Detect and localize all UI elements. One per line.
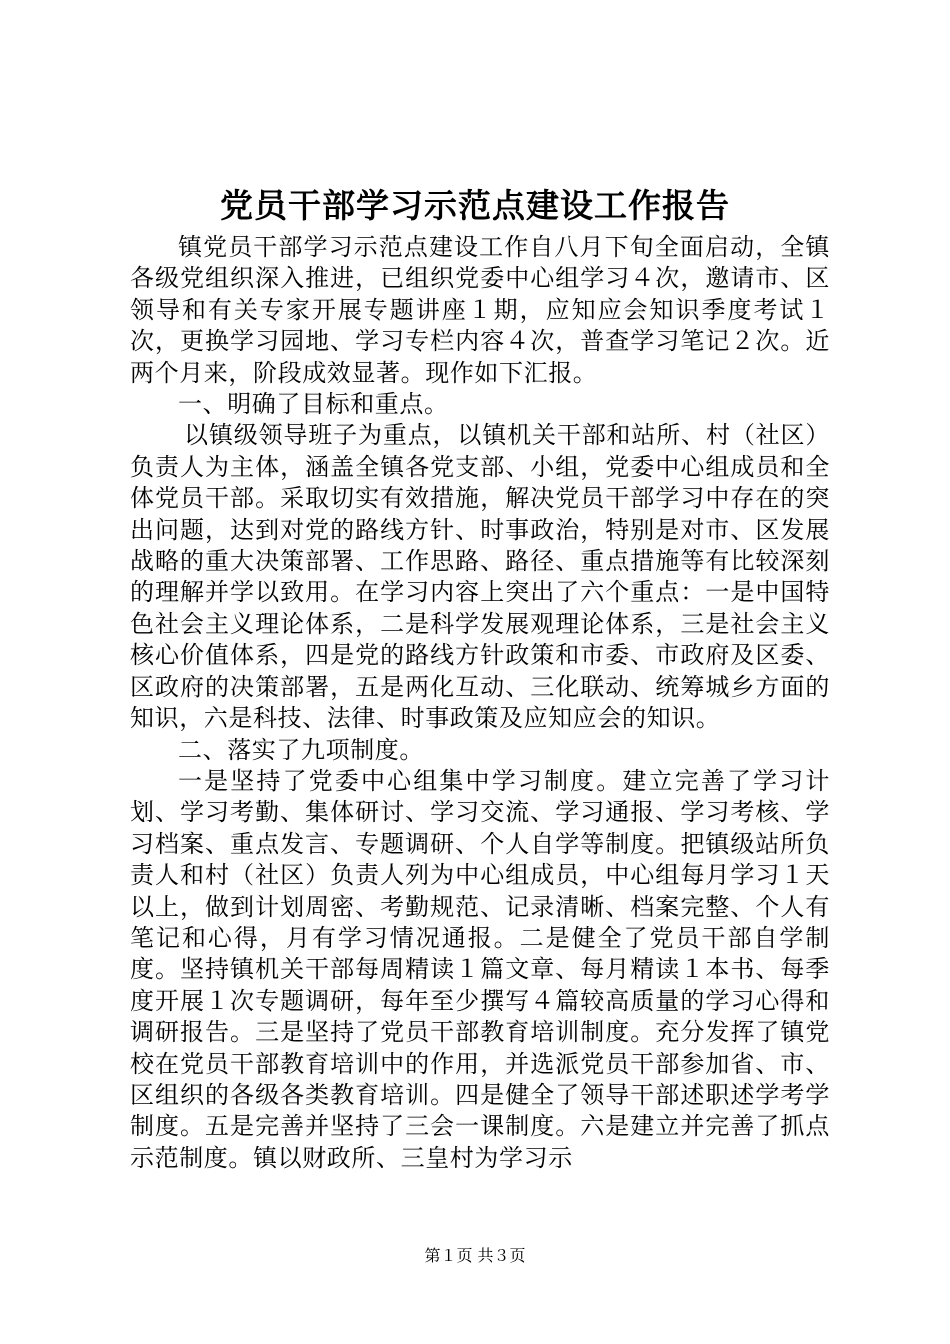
goals-paragraph: 以镇级领导班子为重点，以镇机关干部和站所、村（社区）负责人为主体，涵盖全镇各党支部、小组，党委中心组成员和全体党员干部。采取切实有效措施，解决党员干部学习中存在的突出问题，达到对党的路线方针、时事政治，特别是对市、区发展战略的重大决策部署、工作思路、路径、重点措施等有比较深刻的理解并学以致用。在学习内容上突出了六个重点：一是中国特色社会主义理论体系，二是科学发展观理论体系，三是社会主义核心价值体系，四是党的路线方针政策和市委、市政府及区委、区政府的决策部署，五是两化互动、三化联动、统筹城乡方面的知识，六是科技、法律、时事政策及应知应会的知识。 bbox=[130, 421, 830, 733]
section-heading-goals: 一、明确了目标和重点。 bbox=[178, 390, 449, 419]
document-title: 党员干部学习示范点建设工作报告 bbox=[220, 186, 730, 225]
systems-paragraph: 一是坚持了党委中心组集中学习制度。建立完善了学习计划、学习考勤、集体研讨、学习交流、学习通报、学习考核、学习档案、重点发言、专题调研、个人自学等制度。把镇级站所负责人和村（社区）负责人列为中心组成员，中心组每月学习１天以上，做到计划周密、考勤规范、记录清晰、档案完整、个人有笔记和心得，月有学习情况通报。二是健全了党员干部自学制度。坚持镇机关干部每周精读１篇文章、每月精读１本书、每季度开展１次专题调研，每年至少撰写４篇较高质量的学习心得和调研报告。三是坚持了党员干部教育培训制度。充分发挥了镇党校在党员干部教育培训中的作用，并选派党员干部参加省、市、区组织的各级各类教育培训。四是健全了领导干部述职述学考学制度。五是完善并坚持了三会一课制度。六是建立并完善了抓点示范制度。镇以财政所、三皇村为学习示 bbox=[130, 766, 830, 1172]
intro-paragraph: 镇党员干部学习示范点建设工作自八月下旬全面启动，全镇各级党组织深入推进，已组织党委中心组学习４次，邀请市、区领导和有关专家开展专题讲座１期，应知应会知识季度考试１次，更换学习园地、学习专栏内容４次，普查学习笔记２次。近两个月来，阶段成效显著。现作如下汇报。 bbox=[130, 233, 830, 387]
document-body bbox=[130, 232, 830, 1174]
page-number-footer: 第１页 共３页 bbox=[424, 1246, 526, 1265]
section-heading-systems: 二、落实了九项制度。 bbox=[178, 735, 424, 764]
